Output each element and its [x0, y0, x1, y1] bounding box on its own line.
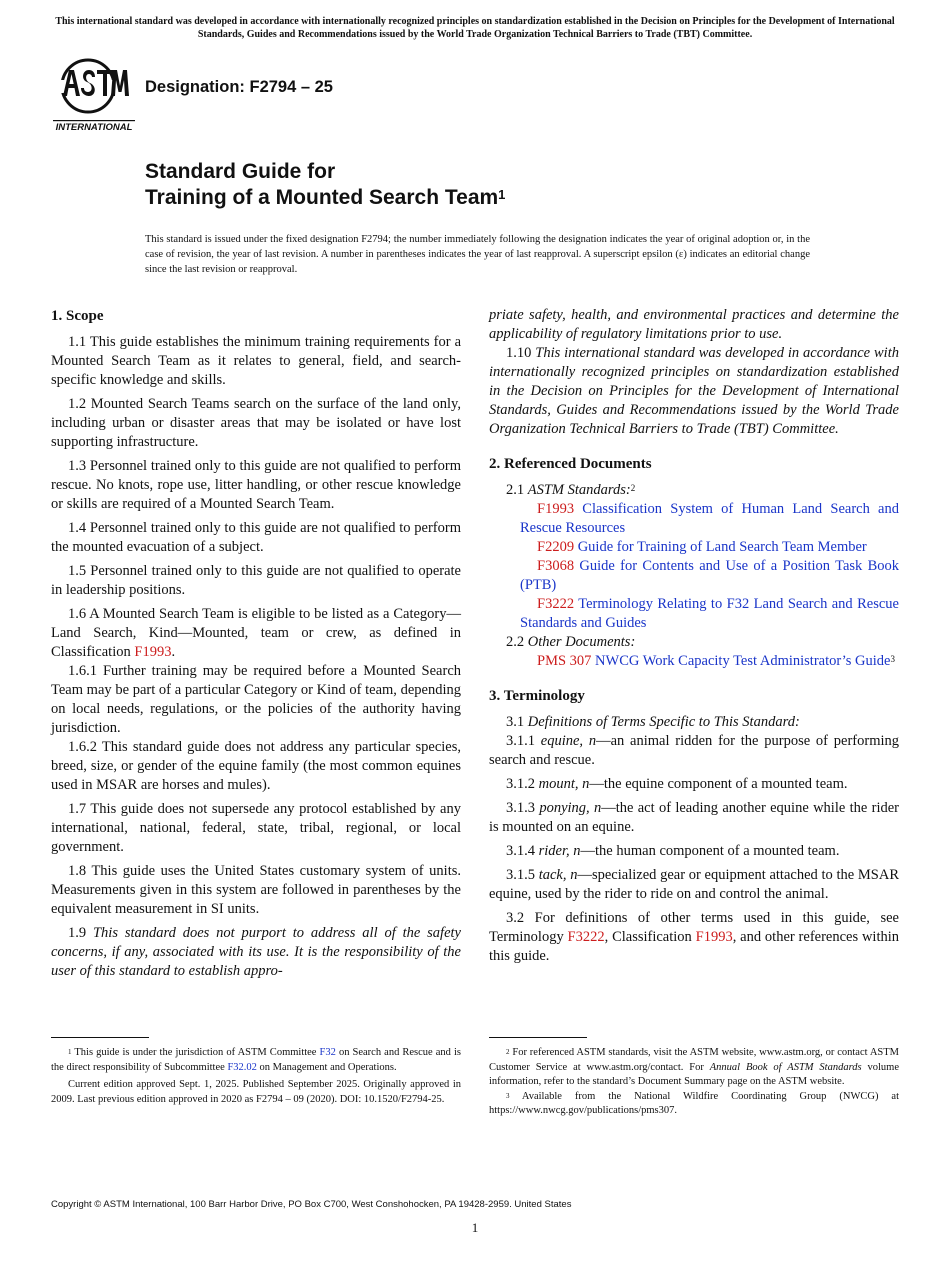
referenced-heading: 2. Referenced Documents	[489, 456, 652, 472]
reference-item	[489, 595, 899, 633]
term-number: 3.1.5	[506, 867, 539, 883]
title-footnote-mark: 1	[498, 187, 506, 202]
term-number: 3.1.4	[506, 843, 539, 859]
term-definition	[489, 732, 899, 770]
title-line-1: Standard Guide for	[145, 160, 336, 183]
term-number: 3.1.2	[506, 776, 539, 792]
para-1-3: 1.3 Personnel trained only to this guide are not qualified to perform rescue. No knots, rope use, litter handling, or other rescue knowledge or skills are required of a Mounted Search Team.	[51, 458, 461, 512]
astm-logo-icon	[53, 56, 135, 134]
para-1-1: 1.1 This guide establishes the minimum training requirements for a Mounted Search Team as it relates to general, field, and search-specific knowledge and skills.	[51, 334, 461, 388]
page-number: 1	[471, 1220, 479, 1235]
term-name: equine, n	[540, 733, 597, 749]
reference-title[interactable]: Terminology Relating to F32 Land Search and Rescue Standards and Guides	[520, 596, 899, 631]
title-line-2: Training of a Mounted Search Team$^1$	[145, 186, 506, 209]
footnotes-right	[489, 1046, 899, 1119]
term-number: 3.1.1	[506, 733, 541, 749]
para-2-1: 2.1 ASTM Standards:$^2$	[506, 482, 636, 498]
ref-link-f1993[interactable]: F1993	[695, 929, 733, 945]
term-definition	[489, 775, 899, 794]
footnote-3: $^3$ Available from the National Wildfire Coordinating Group (NWCG) at https://www.nwcg.gov/publications/pms307.	[489, 1090, 899, 1116]
reference-code[interactable]: F3068	[537, 558, 575, 574]
document-title	[145, 159, 505, 211]
term-name: mount, n	[538, 776, 590, 792]
reference-title[interactable]: Classification System of Human Land Search and Rescue Resources	[520, 501, 899, 536]
reference-item	[489, 500, 899, 538]
logo-wordmark: INTERNATIONAL	[55, 122, 133, 133]
footnote-1: $^1$ This guide is under the jurisdiction of ASTM Committee F32 on Search and Rescue and is the direct responsibility of Subcommittee F32.02 on Management and Operations.	[51, 1047, 462, 1073]
footnote-rule-left	[51, 1037, 149, 1038]
fn-mark-3: 3	[890, 654, 895, 664]
other-reference-list	[489, 652, 899, 671]
para-1-6: 1.6 A Mounted Search Team is eligible to be listed as a Category—Land Search, Kind—Mounted, team or crew, as defined in Classification F1993.	[51, 606, 461, 660]
copyright-line: Copyright © ASTM International, 100 Barr Harbor Drive, PO Box C700, West Conshohocken, PA 19428-2959. United States	[51, 1199, 572, 1210]
term-name: tack, n	[538, 867, 578, 883]
issuance-statement: This standard is issued under the fixed designation F2794; the number immediately following the designation indicates the year of original adoption or, in the case of revision, the year of last revision. A number in parentheses indicates the year of last reapproval. A superscript epsilon (ε) indicates an editorial change since the last revision or reapproval.	[145, 234, 810, 275]
term-def: —the act of leading another equine while the rider is mounted on an equine.	[489, 800, 899, 835]
para-3-1: 3.1 Definitions of Terms Specific to This Standard:	[506, 714, 800, 730]
para-1-7: 1.7 This guide does not supersede any protocol established by any international, national, federal, state, tribal, regional, or local government.	[51, 801, 461, 855]
para-1-6-2: 1.6.2 This standard guide does not address any particular species, breed, size, or gender of the equine family (the most common equines used in MSAR are horses and mules).	[51, 739, 461, 793]
term-number: 3.1.3	[506, 800, 540, 816]
reference-item	[489, 557, 899, 595]
reference-title[interactable]: NWCG Work Capacity Test Administrator’s Guide	[595, 653, 891, 669]
para-1-4: 1.4 Personnel trained only to this guide are not qualified to perform the mounted evacuation of a subject.	[51, 520, 461, 555]
reference-title[interactable]: Guide for Training of Land Search Team Member	[577, 539, 867, 555]
para-1-8: 1.8 This guide uses the United States customary system of units. Measurements given in this system are followed in parentheses by the equivalent measurement in SI units.	[51, 863, 461, 917]
astm-reference-list	[489, 500, 899, 633]
link-f32-02[interactable]: F32.02	[227, 1061, 257, 1073]
tbt-notice: This international standard was developed in accordance with internationally recognized principles on standardization established in the Decision on Principles for the Development of International Standards, Guides and Recommendations issued by the World Trade Organization Technical Barriers to Trade (TBT) Committee.	[55, 16, 895, 40]
reference-title[interactable]: Guide for Contents and Use of a Position Task Book (PTB)	[520, 558, 900, 593]
terminology-heading: 3. Terminology	[489, 688, 585, 704]
reference-code[interactable]: F1993	[537, 501, 575, 517]
reference-item	[489, 538, 899, 557]
reference-code[interactable]: F2209	[537, 539, 575, 555]
term-def: —specialized gear or equipment attached to the MSAR equine, used by the rider to ride on and control the animal.	[489, 867, 900, 902]
para-1-10: 1.10 This international standard was developed in accordance with internationally recognized principles on standardization established in the Decision on Principles for the Development of International Standards, Guides and Recommendations issued by the World Trade Organization Technical Barriers to Trade (TBT) Committee.	[489, 345, 899, 437]
para-1-5: 1.5 Personnel trained only to this guide are not qualified to operate in leadership positions.	[51, 563, 461, 598]
designation: Designation: F2794 – 25	[145, 78, 333, 96]
reference-code[interactable]: PMS 307	[537, 653, 592, 669]
footnote-2: $^2$ For referenced ASTM standards, visit the ASTM website, www.astm.org, or contact ASTM Customer Service at www.astm.org/contact. For Annual Book of ASTM Standards volume information, refer to the standard’s Document Summary page on the ASTM website.	[489, 1047, 900, 1087]
term-name: rider, n	[538, 843, 581, 859]
footnote-rule-right	[489, 1037, 587, 1038]
term-def: —an animal ridden for the purpose of performing search and rescue.	[489, 733, 899, 768]
para-1-2: 1.2 Mounted Search Teams search on the surface of the land only, including urban or disaster areas that may be isolated or have lost supporting infrastructure.	[51, 396, 461, 450]
scope-heading: 1. Scope	[51, 308, 104, 324]
para-1-9-tail: priate safety, health, and environmental practices and determine the applicability of regulatory limitations prior to use.	[489, 307, 899, 342]
para-3-2: 3.2 For definitions of other terms used in this guide, see Terminology F3222, Classification F1993, and other references within this guide.	[489, 910, 899, 964]
term-definition	[489, 799, 899, 837]
term-definition	[489, 842, 899, 861]
link-f32[interactable]: F32	[319, 1047, 336, 1058]
term-def: —the equine component of a mounted team.	[589, 776, 848, 792]
left-column	[51, 306, 461, 981]
para-1-9: 1.9 This standard does not purport to address all of the safety concerns, if any, associated with its use. It is the responsibility of the user of this standard to establish appro-	[51, 925, 461, 979]
para-1-6-1: 1.6.1 Further training may be required before a Mounted Search Team may be part of a particular Category or Kind of team, depending on local needs, regulations, or the policies of the authority having jurisdiction.	[51, 663, 461, 736]
ref-link-f3222[interactable]: F3222	[567, 929, 605, 945]
term-definitions	[489, 732, 899, 904]
footnote-1-edition: Current edition approved Sept. 1, 2025. Published September 2025. Originally approved in 2009. Last previous edition approved in 2020 as F2794 – 09 (2020). DOI: 10.1520/F2794-25.	[51, 1079, 461, 1105]
right-column-body	[489, 306, 899, 966]
footnotes-left	[51, 1046, 461, 1107]
ref-link-f1993[interactable]: F1993	[134, 644, 172, 660]
term-definition	[489, 866, 899, 904]
reference-code[interactable]: F3222	[537, 596, 575, 612]
fn-mark-2: 2	[630, 483, 636, 493]
term-name: ponying, n	[539, 800, 602, 816]
reference-item	[489, 652, 899, 671]
term-def: —the human component of a mounted team.	[580, 843, 840, 859]
para-2-2: 2.2 Other Documents:	[506, 634, 636, 650]
